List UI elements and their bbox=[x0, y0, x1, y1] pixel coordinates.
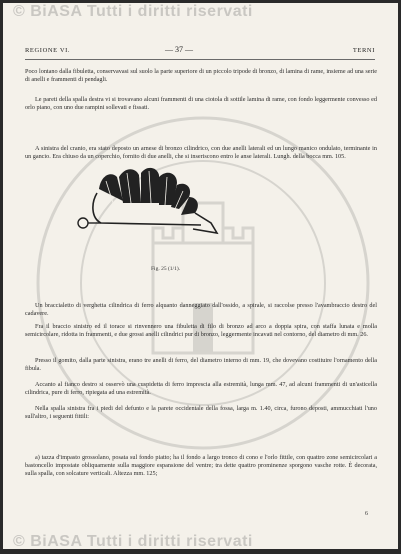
fibula-illustration bbox=[61, 163, 231, 278]
paragraph: Fra il braccio sinistro ed il torace si rinvennero una fibuletta di filo di bronzo ad arco a doppia spira, con staffa lunata e molla semicircolare, ridotta in frammenti, e due grossi anelli cilindrici pur di bronzo, leggermente incavati nel contorno, del diametro di mm. 26. bbox=[25, 323, 377, 339]
watermark-top: © BiASA Tutti i diritti riservati bbox=[13, 3, 253, 20]
paragraph: Un braccialetto di verghetta cilindrica di ferro alquanto danneggiato dall'ossido, a spirale, si raccolse presso l'avambraccio destro del cadavere. bbox=[25, 302, 377, 318]
header-place: TERNI bbox=[352, 47, 375, 54]
header-page-number: — 37 — bbox=[165, 45, 193, 54]
header-region: REGIONE VI. bbox=[25, 47, 71, 54]
paragraph: Accanto al fianco destro si osservò una cuspidetta di ferro imprescia alla estremità, lunga mm. 47, ad alcuni frammenti di un'asticella cilindrica, pure di ferro, ripiegata ad una estremità. bbox=[25, 381, 377, 397]
paragraph: a) tazza d'impasto grossolano, posata sul fondo piatto; ha il fondo a largo tronco di cono e l'orlo fittile, con quattro zone semicircolari a bastoncello impostate obliquamente sulla maggiore espansione del ventre; tra dette quattro prominenze sporgono vasche rotte. È decorata, sulla spalla, con solcature verticali. Altezza mm. 125; bbox=[25, 454, 377, 478]
paragraph: Le pareti della spalla destra vi si trovavano alcuni frammenti di una ciotola di sottile lamina di rame, con fondo leggermente convesso ed orlo piano, con uno due rampini sollevati e fissati. bbox=[25, 96, 377, 112]
watermark-bottom: © BiASA Tutti i diritti riservati bbox=[13, 533, 253, 549]
paragraph: Presso il gomito, dalla parte sinistra, erano tre anelli di ferro, del diametro interno di mm. 19, che dovevano costituire l'ornamento della fibula. bbox=[25, 357, 377, 373]
figure-caption: Fig. 25 (1/1). bbox=[151, 266, 181, 272]
paragraph: Poco lontano dalla fibuletta, conservavasi sul suolo la parte superiore di un piccolo tripode di bronzo, di lamina di rame, insieme ad una serie di anelli e frammenti di pendagli. bbox=[25, 68, 377, 84]
running-header bbox=[25, 47, 375, 59]
paragraph: Nella spalla sinistra fra i piedi del defunto e la parete occidentale della fossa, larga m. 1.40, circa, furono deposti, ammucchiati l'uno sull'altro, i seguenti fittili: bbox=[25, 405, 377, 421]
header-rule bbox=[25, 59, 375, 60]
paragraph: A sinistra del cranio, era stato deposto un arnese di bronzo cilindrico, con due anelli laterali ed un lungo manico ondulato, terminante in un gancio. Era chiuso da un coperchio, fornito di due anelli, che si inseriscono entro le anse laterali. Lungh. della bocca mm. 105. bbox=[25, 145, 377, 161]
signature-mark: 6 bbox=[365, 511, 368, 517]
document-page bbox=[3, 3, 398, 549]
